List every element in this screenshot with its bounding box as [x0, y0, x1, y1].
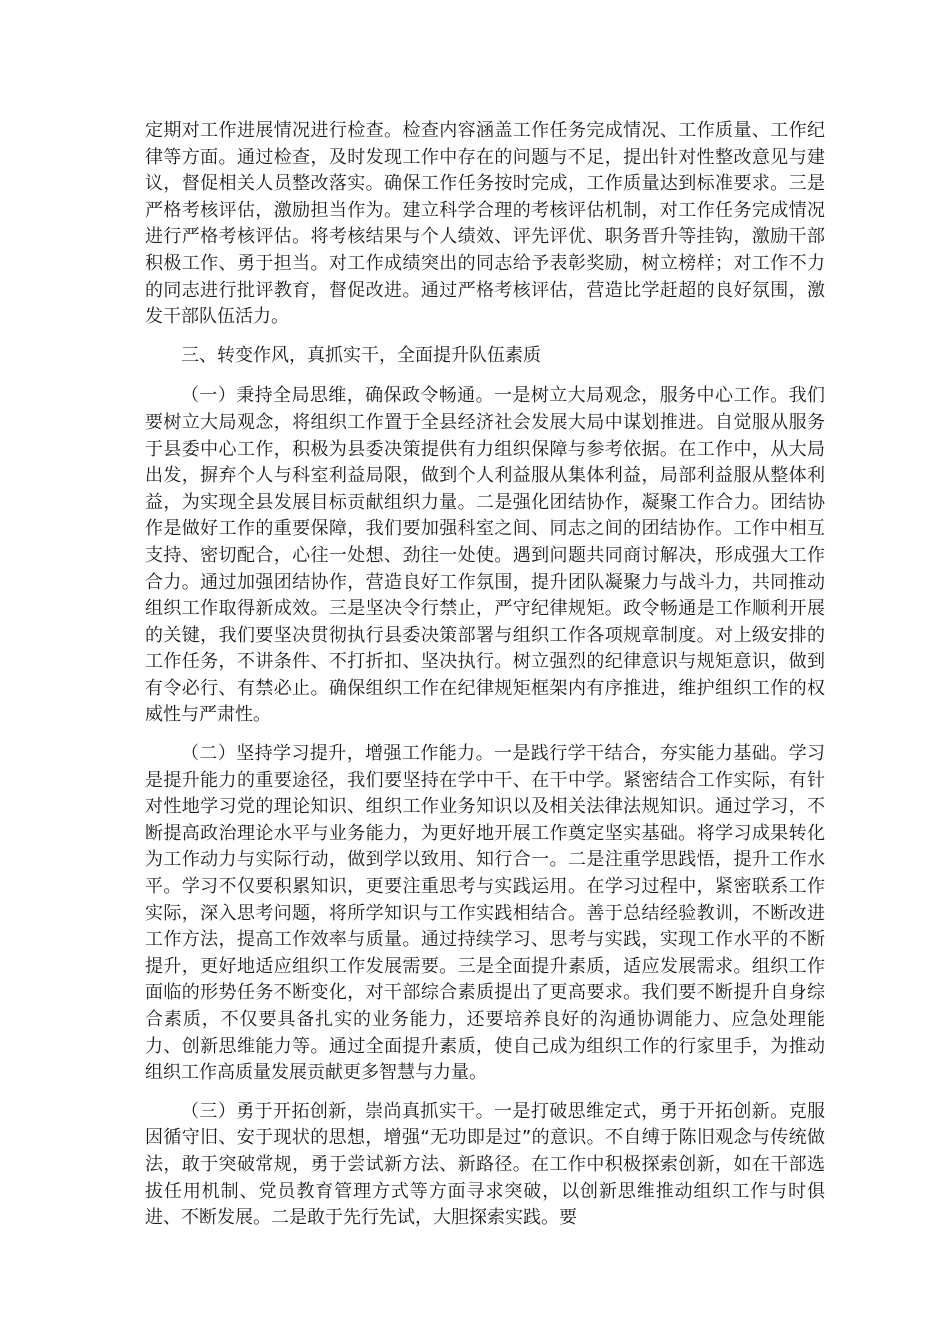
paragraph-subsection-2: （二）坚持学习提升，增强工作能力。一是践行学干结合，夯实能力基础。学习是提升能力的重要途径，我们要坚持在学中干、在干中学。紧密结合工作实际，有针对性地学习党的理论知识、组织工作业务知识以及相关法律法规知识。通过学习，不断提高政治理论水平与业务能力，为更好地开展工作奠定坚实基础。将学习成果转化为工作动力与实际行动，做到学以致用、知行合一。二是注重学思践悟，提升工作水平。学习不仅要积累知识，更要注重思考与实践运用。在学习过程中，紧密联系工作实际，深入思考问题，将所学知识与工作实践相结合。善于总结经验教训，不断改进工作方法，提高工作效率与质量。通过持续学习、思考与实践，实现工作水平的不断提升，更好地适应组织工作发展需要。三是全面提升素质，适应发展需求。组织工作面临的形势任务不断变化，对干部综合素质提出了更高要求。我们要不断提升自身综合素质，不仅要具备扎实的业务能力，还要培养良好的沟通协调能力、应急处理能力、创新思维能力等。通过全面提升素质，使自己成为组织工作的行家里手，为推动组织工作高质量发展贡献更多智慧与力量。 — [145, 743, 825, 1084]
paragraph-continuation: 定期对工作进展情况进行检查。检查内容涵盖工作任务完成情况、工作质量、工作纪律等方面。通过检查，及时发现工作中存在的问题与不足，提出针对性整改意见与建议，督促相关人员整改落实。确保工作任务按时完成，工作质量达到标准要求。三是严格考核评估，激励担当作为。建立科学合理的考核评估机制，对工作任务完成情况进行严格考核评估。将考核结果与个人绩效、评先评优、职务晋升等挂钩，激励干部积极工作、勇于担当。对工作成绩突出的同志给予表彰奖励，树立榜样；对工作不力的同志进行批评教育，督促改进。通过严格考核评估，营造比学赶超的良好氛围，激发干部队伍活力。 — [145, 120, 825, 328]
section-heading: 三、转变作风，真抓实干，全面提升队伍素质 — [181, 344, 541, 366]
paragraph-subsection-1: （一）秉持全局思维，确保政令畅通。一是树立大局观念，服务中心工作。我们要树立大局观念，将组织工作置于全县经济社会发展大局中谋划推进。自觉服从服务于县委中心工作，积极为县委决策提供有力组织保障与参考依据。在工作中，从大局出发，摒弃个人与科室利益局限，做到个人利益服从集体利益，局部利益服从整体利益，为实现全县发展目标贡献组织力量。二是强化团结协作，凝聚工作合力。团结协作是做好工作的重要保障，我们要加强科室之间、同志之间的团结协作。工作中相互支持、密切配合，心往一处想、劲往一处使。遇到问题共同商讨解决，形成强大工作合力。通过加强团结协作，营造良好工作氛围，提升团队凝聚力与战斗力，共同推动组织工作取得新成效。三是坚决令行禁止，严守纪律规矩。政令畅通是工作顺利开展的关键，我们要坚决贯彻执行县委决策部署与组织工作各项规章制度。对上级安排的工作任务，不讲条件、不打折扣、坚决执行。树立强烈的纪律意识与规矩意识，做到有令必行、有禁必止。确保组织工作在纪律规矩框架内有序推进，维护组织工作的权威性与严肃性。 — [145, 385, 825, 726]
document-body — [145, 118, 825, 1244]
paragraph-subsection-3: （三）勇于开拓创新，崇尚真抓实干。一是打破思维定式，勇于开拓创新。克服因循守旧、安于现状的思想，增强“无功即是过”的意识。不自缚于陈旧观念与传统做法，敢于突破常规，勇于尝试新方法、新路径。在工作中积极探索创新，如在干部选拔任用机制、党员教育管理方式等方面寻求突破，以创新思维推动组织工作与时俱进、不断发展。二是敢于先行先试，大胆探索实践。要 — [145, 1100, 825, 1229]
